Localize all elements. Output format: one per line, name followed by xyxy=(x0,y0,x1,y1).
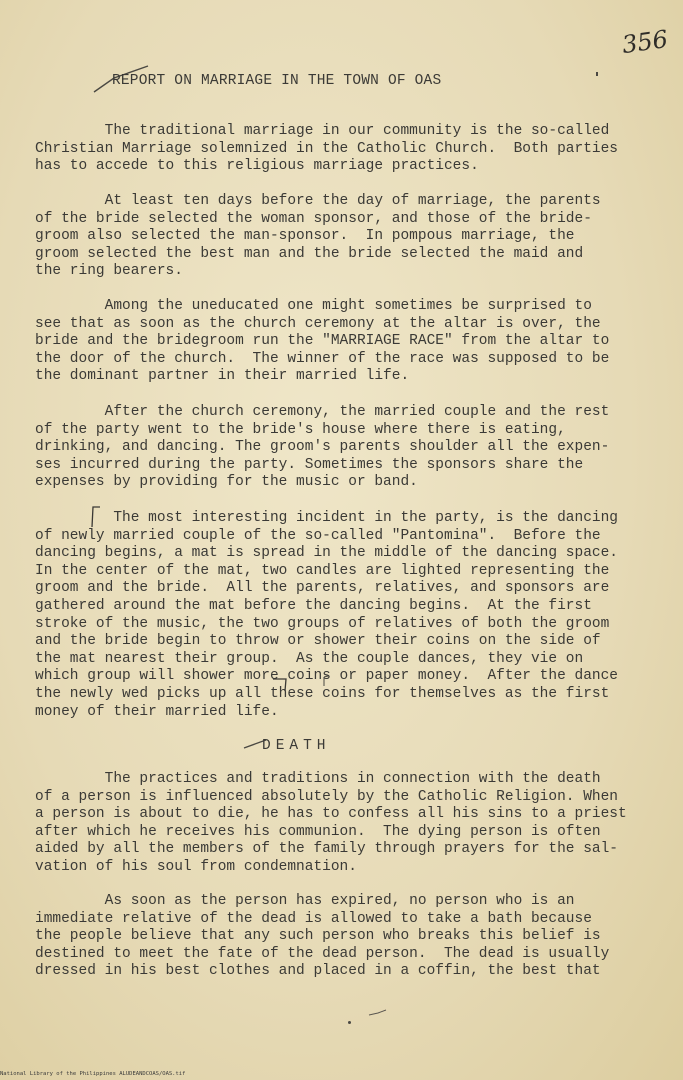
paragraph-line: see that as soon as the church ceremony at the altar is over, the xyxy=(35,315,601,332)
paragraph-line: stroke of the music, the two groups of relatives of both the groom xyxy=(35,615,610,632)
close-bracket-mark xyxy=(272,676,292,692)
paragraph-3 xyxy=(35,298,635,386)
paragraph-1 xyxy=(35,123,635,176)
paragraph-4 xyxy=(35,404,635,492)
paragraph-2 xyxy=(35,193,635,281)
paragraph-line: vation of his soul from condemnation. xyxy=(35,858,357,875)
page-number: 356 xyxy=(620,24,670,60)
paragraph-line: of a person is influenced absolutely by the Catholic Religion. When xyxy=(35,788,618,805)
paragraph-line: the door of the church. The winner of the race was supposed to be xyxy=(35,350,610,367)
stray-pencil-mark xyxy=(322,675,330,687)
paragraph-line: At least ten days before the day of marriage, the parents xyxy=(35,193,601,209)
paragraph-line: of the party went to the bride's house where there is eating, xyxy=(35,421,566,438)
paragraph-line: the ring bearers. xyxy=(35,263,183,280)
stray-pencil-mark xyxy=(368,1008,388,1018)
paragraph-line: groom selected the best man and the bride selected the maid and xyxy=(35,245,584,262)
paragraph-line: has to accede to this religious marriage practices. xyxy=(35,158,479,175)
paragraph-line: destined to meet the fate of the dead person. The dead is usually xyxy=(35,945,610,962)
paragraph-line: Among the uneducated one might sometimes be surprised to xyxy=(35,298,592,314)
section-heading-death: DEATH xyxy=(262,738,331,754)
paragraph-line: As soon as the person has expired, no person who is an xyxy=(35,893,575,909)
paragraph-line: groom also selected the man-sponsor. In pompous marriage, the xyxy=(35,228,575,245)
paragraph-line: gathered around the mat before the dancing begins. At the first xyxy=(35,597,592,614)
paragraph-line: bride and the bridegroom run the "MARRIAGE RACE" from the altar to xyxy=(35,333,610,350)
paragraph-line: and the bride begin to throw or shower their coins on the side of xyxy=(35,633,601,650)
paragraph-line: The most interesting incident in the party, is the dancing xyxy=(35,510,618,526)
paragraph-line: dressed in his best clothes and placed in a coffin, the best that xyxy=(35,963,601,980)
paragraph-line: The traditional marriage in our community is the so-called xyxy=(35,123,610,139)
archive-footer: National Library of the Philippines ALUDEANDCOAS/OAS.tif xyxy=(0,1071,186,1077)
paragraph-line: of newly married couple of the so-called "Pantomina". Before the xyxy=(35,527,601,544)
paragraph-line: which group will shower more coins or paper money. After the dance xyxy=(35,668,618,685)
stray-dot xyxy=(596,72,598,76)
paragraph-line: a person is about to die, he has to confess all his sins to a priest xyxy=(35,806,627,823)
paragraph-line: immediate relative of the dead is allowed to take a bath because xyxy=(35,910,592,927)
report-title: REPORT ON MARRIAGE IN THE TOWN OF OAS xyxy=(112,73,442,89)
paragraph-line: In the center of the mat, two candles are lighted representing the xyxy=(35,562,610,579)
paragraph-line: of the bride selected the woman sponsor, and those of the bride- xyxy=(35,210,592,227)
paragraph-line: the people believe that any such person who breaks this belief is xyxy=(35,928,601,945)
paragraph-6 xyxy=(35,771,635,877)
paragraph-line: the dominant partner in their married life. xyxy=(35,368,410,385)
paragraph-line: expenses by providing for the music or band. xyxy=(35,474,418,491)
paragraph-line: drinking, and dancing. The groom's parents shoulder all the expen- xyxy=(35,439,610,456)
paragraph-line: money of their married life. xyxy=(35,703,279,720)
paragraph-line: the mat nearest their group. As the couple dances, they vie on xyxy=(35,650,584,667)
stray-dot xyxy=(348,1021,351,1024)
paragraph-5 xyxy=(35,510,635,721)
paragraph-line: dancing begins, a mat is spread in the middle of the dancing space. xyxy=(35,545,618,562)
paragraph-line: After the church ceremony, the married couple and the rest xyxy=(35,404,610,420)
paragraph-line: The practices and traditions in connection with the death xyxy=(35,771,601,787)
paragraph-line: aided by all the members of the family through prayers for the sal- xyxy=(35,841,618,858)
paragraph-line: ses incurred during the party. Sometimes the sponsors share the xyxy=(35,456,584,473)
paragraph-7 xyxy=(35,893,635,981)
paragraph-line: Christian Marriage solemnized in the Catholic Church. Both parties xyxy=(35,140,618,157)
paragraph-line: the newly wed picks up all these coins for themselves as the first xyxy=(35,685,610,702)
paragraph-line: groom and the bride. All the parents, relatives, and sponsors are xyxy=(35,580,610,597)
paragraph-line: after which he receives his communion. The dying person is often xyxy=(35,823,601,840)
